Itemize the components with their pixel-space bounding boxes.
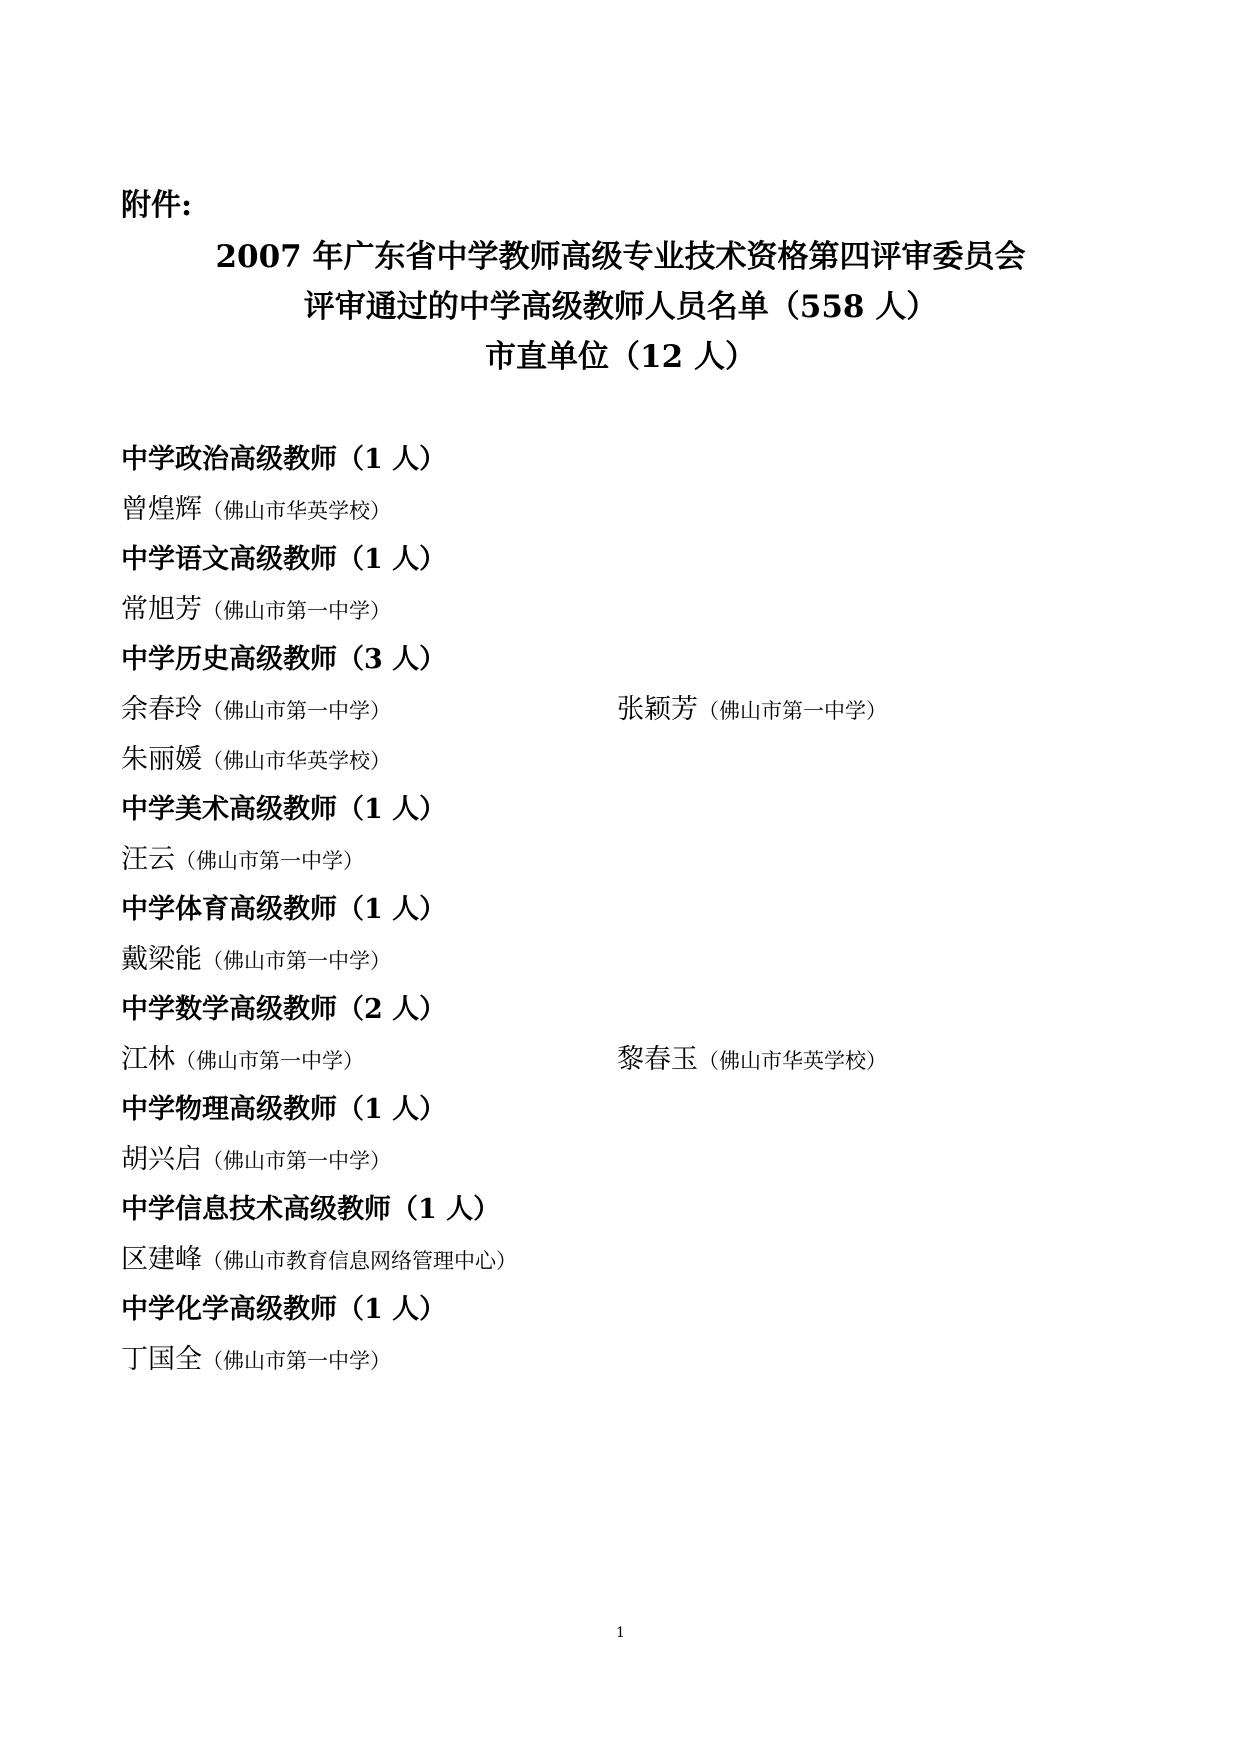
teacher-unit: （佛山市第一中学） [202, 949, 391, 973]
teacher-name: 汪云 [121, 844, 175, 875]
teacher-name: 江林 [121, 1044, 175, 1075]
attachment-label: 附件: [121, 188, 193, 223]
teacher-name: 张颖芳 [617, 694, 698, 725]
subject-section [121, 885, 1121, 985]
teacher-name: 余春玲 [121, 694, 202, 725]
subject-section [121, 1085, 1121, 1185]
subject-heading: 中学体育高级教师（1 人） [121, 894, 447, 925]
teacher-row [121, 735, 1121, 785]
document-title-line-2: 评审通过的中学高级教师人员名单（558 人） [303, 289, 938, 325]
teacher-row [121, 585, 1121, 635]
teacher-unit: （佛山市第一中学） [175, 849, 364, 873]
subject-heading: 中学美术高级教师（1 人） [121, 794, 447, 825]
subject-section [121, 785, 1121, 885]
teacher-unit: （佛山市第一中学） [202, 699, 391, 723]
subject-heading: 中学信息技术高级教师（1 人） [121, 1194, 501, 1225]
subject-section [121, 1185, 1121, 1285]
teacher-entry [617, 1035, 1113, 1085]
subject-heading: 中学政治高级教师（1 人） [121, 444, 447, 475]
teacher-entry [121, 735, 617, 785]
teacher-entry [121, 685, 617, 735]
teacher-row [121, 1235, 1121, 1285]
document-title-line-3: 市直单位（12 人） [485, 339, 756, 375]
teacher-name: 胡兴启 [121, 1144, 202, 1175]
teacher-entry [121, 585, 617, 635]
teacher-row [121, 835, 1121, 885]
teacher-unit: （佛山市第一中学） [175, 1049, 364, 1073]
subject-heading: 中学物理高级教师（1 人） [121, 1094, 447, 1125]
teacher-row [121, 1035, 1121, 1085]
teacher-name: 常旭芳 [121, 594, 202, 625]
teacher-name: 戴梁能 [121, 944, 202, 975]
teacher-row [121, 1335, 1121, 1385]
teacher-row [121, 685, 1121, 735]
subject-heading: 中学语文高级教师（1 人） [121, 544, 447, 575]
teacher-unit: （佛山市华英学校） [202, 499, 391, 523]
teacher-entry [121, 1035, 617, 1085]
teacher-entry [121, 935, 617, 985]
document-title-line-1: 2007 年广东省中学教师高级专业技术资格第四评审委员会 [215, 239, 1026, 275]
subject-heading: 中学历史高级教师（3 人） [121, 644, 447, 675]
teacher-unit: （佛山市第一中学） [202, 1349, 391, 1373]
subject-heading: 中学数学高级教师（2 人） [121, 994, 447, 1025]
subject-section [121, 435, 1121, 535]
teacher-row [121, 935, 1121, 985]
subject-section [121, 985, 1121, 1085]
subject-section [121, 1285, 1121, 1385]
teacher-list [121, 435, 1121, 1385]
subject-section [121, 535, 1121, 635]
teacher-unit: （佛山市第一中学） [202, 1149, 391, 1173]
subject-section [121, 635, 1121, 785]
teacher-name: 丁国全 [121, 1344, 202, 1375]
teacher-unit: （佛山市第一中学） [698, 699, 887, 723]
teacher-name: 黎春玉 [617, 1044, 698, 1075]
teacher-entry [617, 685, 1113, 735]
teacher-entry [121, 1235, 617, 1285]
teacher-entry [121, 485, 617, 535]
page-number: 1 [616, 1625, 625, 1641]
subject-heading: 中学化学高级教师（1 人） [121, 1294, 447, 1325]
teacher-name: 曾煌辉 [121, 494, 202, 525]
teacher-unit: （佛山市华英学校） [698, 1049, 887, 1073]
teacher-name: 区建峰 [121, 1244, 202, 1275]
teacher-unit: （佛山市教育信息网络管理中心） [202, 1249, 517, 1273]
teacher-entry [121, 1335, 617, 1385]
teacher-row [121, 485, 1121, 535]
teacher-row [121, 1135, 1121, 1185]
teacher-unit: （佛山市第一中学） [202, 599, 391, 623]
teacher-entry [121, 1135, 617, 1185]
teacher-name: 朱丽媛 [121, 744, 202, 775]
teacher-unit: （佛山市华英学校） [202, 749, 391, 773]
teacher-entry [121, 835, 617, 885]
